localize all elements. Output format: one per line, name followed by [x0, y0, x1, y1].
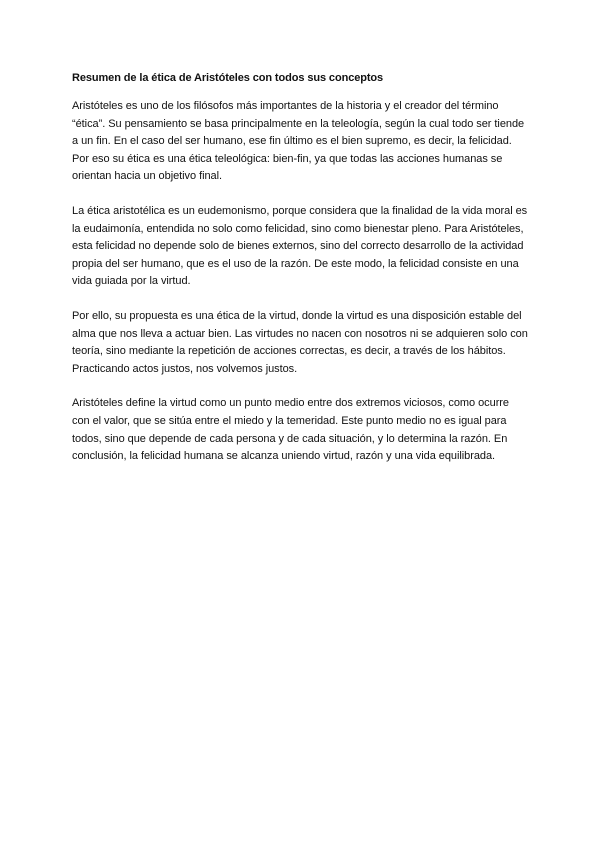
document-title: Resumen de la ética de Aristóteles con todos sus conceptos	[72, 72, 384, 84]
document-body	[72, 70, 528, 483]
paragraph-1: Aristóteles es uno de los filósofos más importantes de la historia y el creador del término “ética”. Su pensamiento se basa principalmente en la teleología, según la cual todo ser tiende a un fin. En el caso del ser humano, ese fin último es el bien supremo, es decir, la felicidad. Por eso su ética es una ética teleológica: bien-fin, ya que todas las acciones humanas se orientan hacia un objetivo final.	[72, 100, 525, 183]
paragraph-3: Por ello, su propuesta es una ética de la virtud, donde la virtud es una disposición estable del alma que nos lleva a actuar bien. Las virtudes no nacen con nosotros ni se adquieren solo con teoría, sino mediante la repetición de acciones correctas, es decir, a través de los hábitos. Practicando actos justos, nos volvemos justos.	[72, 309, 528, 375]
paragraph-4: Aristóteles define la virtud como un punto medio entre dos extremos viciosos, como ocurre con el valor, que se sitúa entre el miedo y la temeridad. Este punto medio no es igual para todos, sino que depende de cada persona y de cada situación, y lo determina la razón. En conclusión, la felicidad humana se alcanza uniendo virtud, razón y una vida equilibrada.	[72, 397, 509, 463]
paragraph-2: La ética aristotélica es un eudemonismo, porque considera que la finalidad de la vida moral es la eudaimonía, entendida no solo como felicidad, sino como bienestar pleno. Para Aristóteles, esta felicidad no depende solo de bienes externos, sino del correcto desarrollo de la actividad propia del ser humano, que es el uso de la razón. De este modo, la felicidad consiste en una vida guiada por la virtud.	[72, 204, 528, 288]
